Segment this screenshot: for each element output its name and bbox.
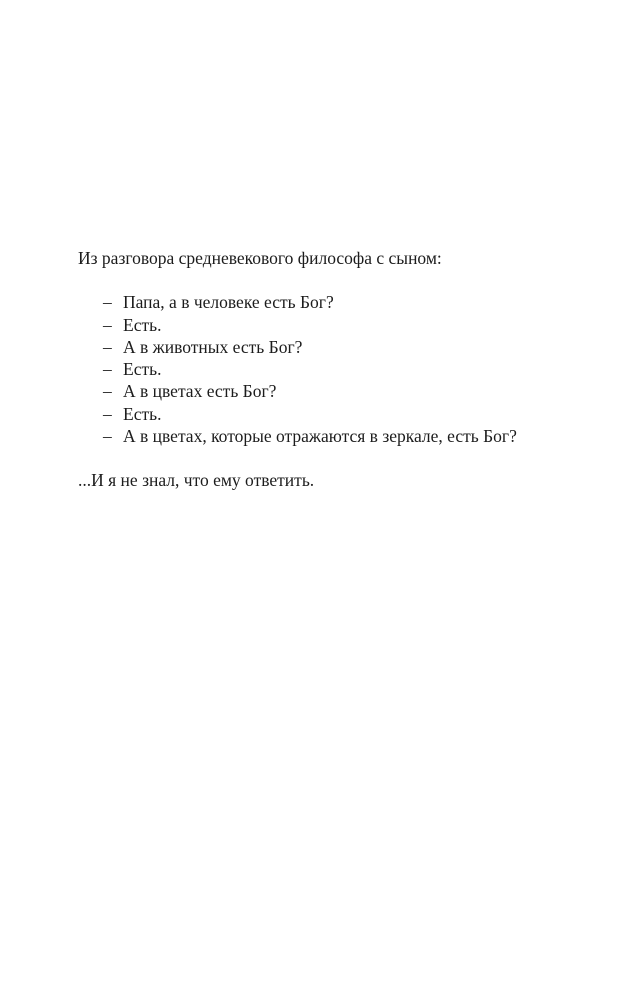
dialogue-text: Есть. (123, 403, 162, 424)
dialogue-line (103, 336, 618, 358)
dialogue-text: Есть. (123, 359, 162, 380)
dialogue-dash: – (103, 426, 112, 447)
dialogue-line (103, 403, 618, 425)
dialogue-dash: – (103, 403, 112, 424)
dialogue-text: Есть. (123, 314, 162, 335)
dialogue-line (103, 291, 618, 313)
dialogue-text: А в цветах, которые отражаются в зеркале, есть Бог? (123, 426, 517, 447)
dialogue-dash: – (103, 381, 112, 402)
dialogue-dash: – (103, 314, 112, 335)
dialogue-list (78, 291, 618, 447)
closing-paragraph: ...И я не знал, что ему ответить. (78, 470, 315, 491)
dialogue-dash: – (103, 359, 112, 380)
dialogue-line (103, 314, 618, 336)
text-block (78, 247, 618, 492)
intro-paragraph: Из разговора средневекового философа с сыном: (78, 248, 442, 268)
dialogue-dash: – (103, 336, 112, 357)
dialogue-text: А в цветах есть Бог? (123, 381, 277, 402)
dialogue-dash: – (103, 292, 112, 313)
dialogue-line (103, 358, 618, 380)
dialogue-line (103, 425, 618, 447)
dialogue-text: А в животных есть Бог? (123, 336, 303, 357)
dialogue-line (103, 380, 618, 402)
dialogue-text: Папа, а в человеке есть Бог? (123, 292, 334, 313)
